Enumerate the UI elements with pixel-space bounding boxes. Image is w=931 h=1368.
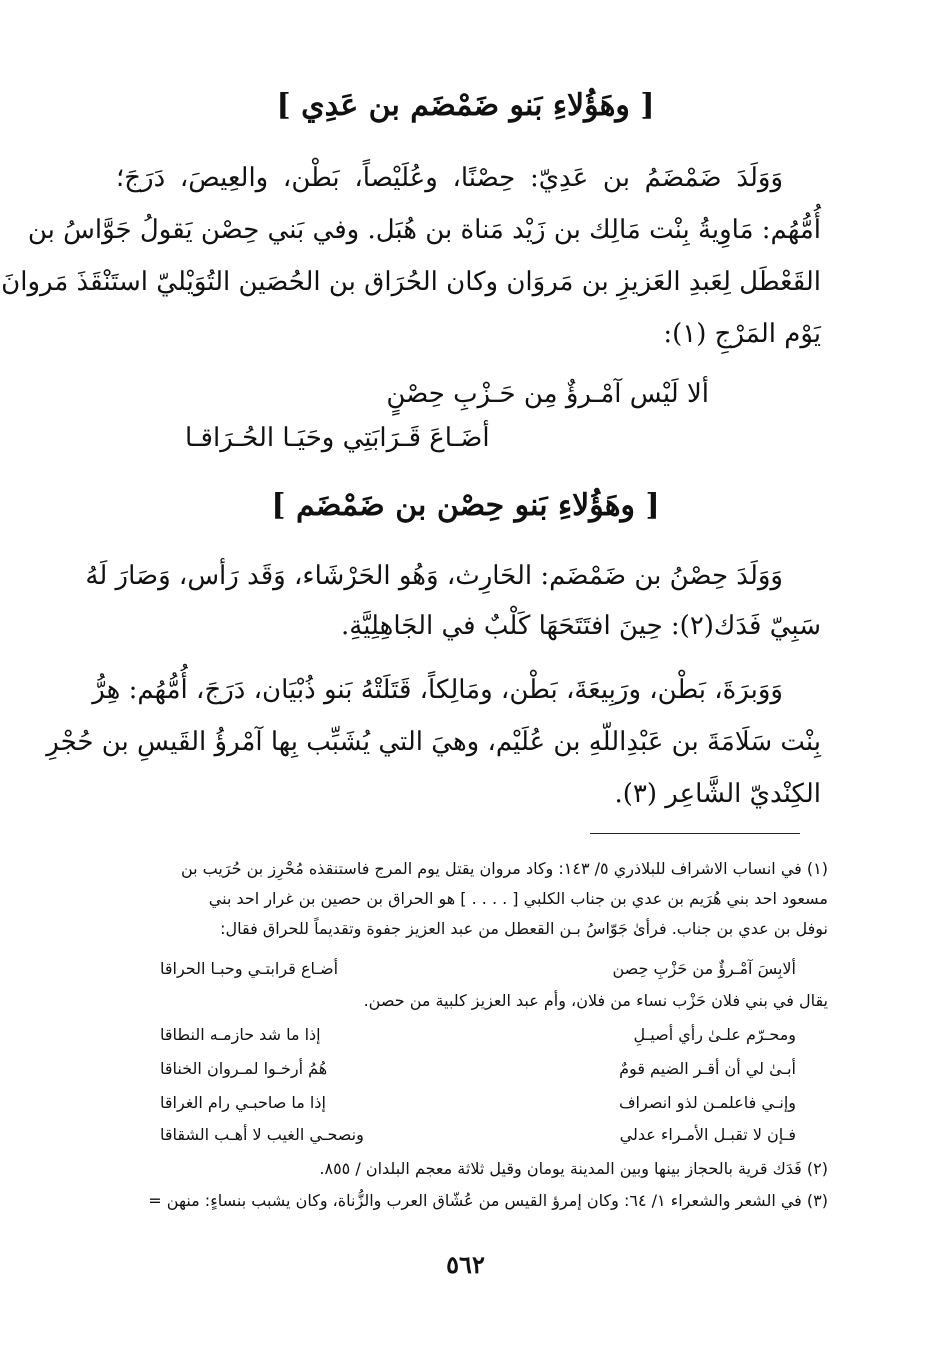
- footnote-separator: [590, 833, 800, 834]
- footnote-verse-first: وإنـي فاعلمـن لذو انصراف: [618, 1093, 796, 1112]
- footnote-verse-second: أضـاع قرابتـي وحبـا الحراقا: [160, 959, 339, 978]
- paragraph-line: وَوَبرَةَ، بَطْن، ورَبِيعَةَ، بَطْن، ومَالِكاً، قَتَلَتْهُ بَنو ذُبْيَان، دَرَجَ، أُمُّهُم: هِرُّ: [92, 675, 783, 705]
- footnote-line: (٣) في الشعر والشعراء ١/ ٦٤: وكان إمرؤ القيس من عُشّاق العرب والزُّناة، وكان يشبب بنساءٍ: منهن =: [148, 1191, 828, 1210]
- footnote-line: نوفل بن عدي بن جناب. فرأىٰ جَوّاسُ بـن القعطل من عبد العزيز جفوة وتقديماً للحراق فقال:: [220, 919, 828, 938]
- footnote-verse-first: أبـىٰ لي أن أقـر الضيم قومٌ: [619, 1059, 796, 1078]
- section-heading: [ وهَؤُلاءِ بَنو ضَمْضَم بن عَدِي ]: [276, 88, 655, 123]
- paragraph-line: أُمُّهُم: مَاوِيةُ بِنْت مَالِك بن زَيْد مَناة بن هُبَل. وفي بَني حِصْن يَقولُ جَوَّاسُ بن: [27, 215, 821, 245]
- paragraph-line: وَوَلَدَ ضَمْضَمُ بن عَدِيّ: حِصْنًا، وعُلَيْصاً، بَطْن، والعِيصَ، دَرَجَ؛: [116, 163, 783, 193]
- paragraph-line: يَوْم المَرْجِ (١):: [663, 319, 821, 349]
- paragraph-line: الكِنْديّ الشَّاعِر (٣).: [614, 779, 821, 809]
- footnote-verse-first: ومحـرّم علـىٰ رأي أصيـلِ: [633, 1025, 796, 1044]
- paragraph-line: القَعْطَل لِعَبدِ العَزيزِ بن مَروَان وكان الحُرَاق بن الحُصَين التُوَيْليّ استَنْقَذَ مَروانَ: [1, 267, 821, 297]
- verse-second-hemistich: أضَـاعَ قَـرَابَتِي وحَيَـا الحُـرَاقـا: [185, 423, 490, 453]
- footnote-verse-first: فـإن لا تقبـل الأمـراء عدلي: [619, 1125, 796, 1144]
- page-number: ٥٦٢: [446, 1250, 485, 1279]
- footnote-verse-second: ونصحـي الغيب لا أهـب الشقاقا: [160, 1125, 364, 1144]
- footnote-line: مسعود احد بني هُرَيم بن عدي بن جناب الكلبي [ . . . . ] هو الحراق بن حصين بن غرار احد بني: [208, 889, 828, 908]
- paragraph-line: بِنْت سَلَامَةَ بن عَبْدِاللّهِ بن عُلَيْم، وهيَ التي يُشَبِّب بِها آمْرؤُ القَيسِ بن حُجْرِ: [46, 727, 821, 757]
- footnote-line: يقال في بني فلان حَزْب نساء من فلان، وأم عبد العزيز كلبية من حصن.: [363, 991, 828, 1010]
- footnote-verse-second: هُمُ أرخـوا لمـروان الخناقا: [160, 1059, 328, 1078]
- footnote-verse-second: إذا ما صاحبـي رام الغراقا: [160, 1093, 326, 1112]
- verse-first-hemistich: ألا لَيْس آمْـرؤٌ مِن حَـزْبِ حِصْنٍ: [386, 379, 709, 409]
- footnote-verse-first: ألابِسَ آمْـرؤٌ من حَزْبِ حِصن: [612, 959, 796, 978]
- footnote-line: (٢) فَدَك قرية بالحجاز بينها وبين المدينة يومان وقيل ثلاثة معجم البلدان / ٨٥٥.: [319, 1159, 828, 1178]
- footnote-verse-second: إذا ما شد حازمـه النطاقا: [160, 1025, 321, 1044]
- paragraph-line: سَبِيّ فَدَك(٢): حِينَ افتَتَحَهَا كَلْبٌ في الجَاهِلِيَّةِ.: [341, 611, 821, 641]
- section-heading: [ وهَؤُلاءِ بَنو حِصْن بن ضَمْضَم ]: [271, 488, 660, 523]
- footnote-line: (١) في انساب الاشراف للبلاذري ٥/ ١٤٣: وكاد مروان يقتل يوم المرج فاستنقذه مُحْرِز بن حُرَيب بن: [180, 859, 828, 878]
- paragraph-line: وَوَلَدَ حِصْنُ بن ضَمْضَم: الحَارِث، وَهُو الحَرْشَاء، وَقَد رَأس، وَصَارَ لَهُ: [85, 561, 783, 591]
